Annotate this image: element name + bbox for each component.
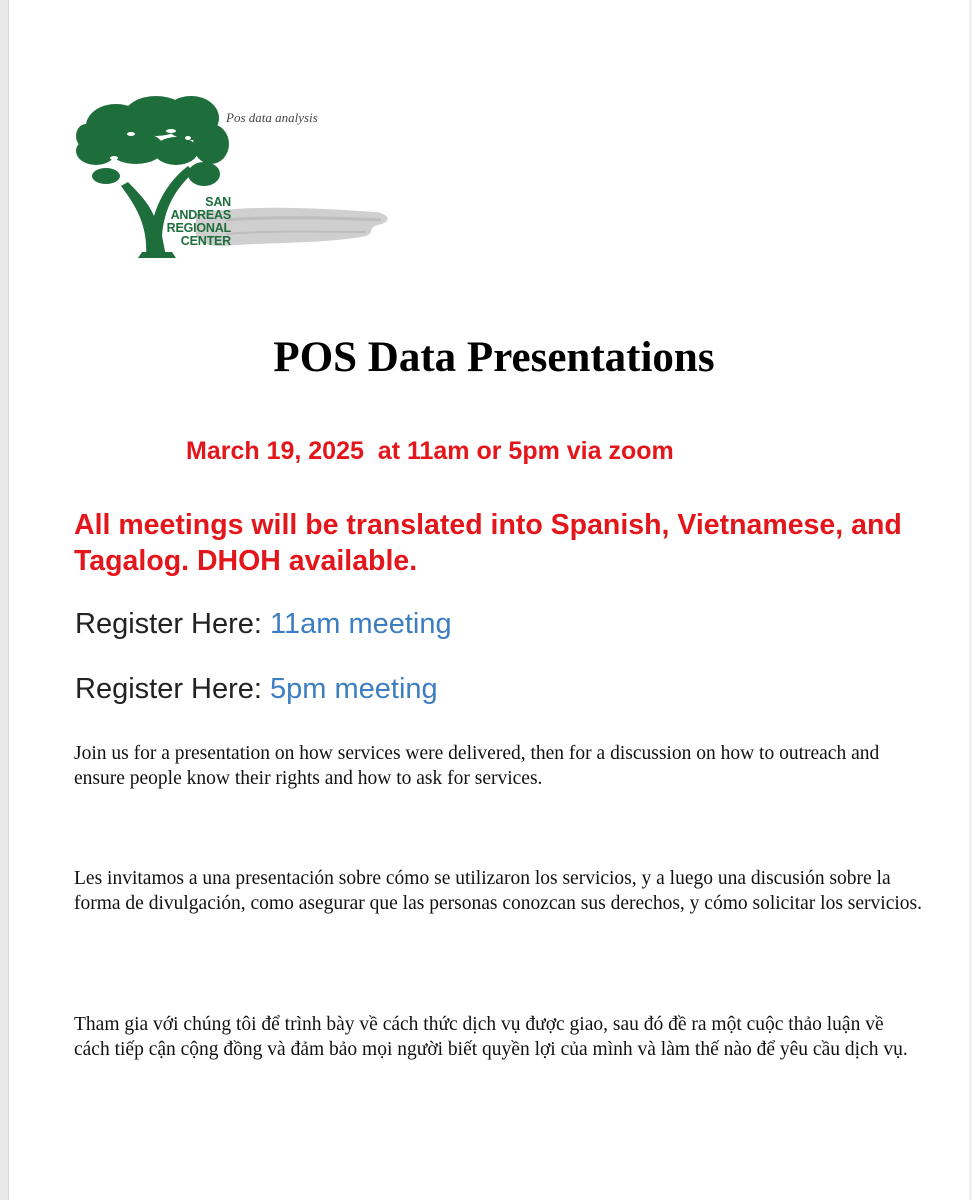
logo-name-line: ANDREAS [170, 208, 231, 222]
logo-name-line: CENTER [180, 234, 231, 248]
logo-tagline: Pos data analysis [226, 110, 318, 125]
translation-notice: All meetings will be translated into Spanish, Vietnamese, and Tagalog. DHOH available. [74, 509, 902, 577]
event-date-line: March 19, 2025 at 11am or 5pm via zoom [186, 437, 674, 465]
english-description: Join us for a presentation on how services were delivered, then for a discussion on how to outreach and ensure people know their rights and how to ask for services. [74, 743, 880, 789]
page-edge [0, 0, 9, 1200]
register-link-5pm[interactable]: 5pm meeting [270, 673, 438, 705]
register-line-11am [75, 608, 452, 641]
logo-organization-name [165, 196, 231, 248]
logo-name-line: SAN [205, 195, 231, 209]
logo-name-line: REGIONAL [166, 221, 231, 235]
register-label: Register Here: [75, 608, 271, 640]
register-link-11am[interactable]: 11am meeting [270, 608, 452, 640]
page-title: POS Data Presentations [273, 334, 715, 381]
register-label: Register Here: [75, 673, 271, 705]
vietnamese-description: Tham gia với chúng tôi để trình bày về cách thức dịch vụ được giao, sau đó đề ra một cuộc thảo luận về cách tiếp cận cộng đồng và đảm bảo mọi người biết quyền lợi của mình và làm thế nào để yêu cầu dịch vụ. [74, 1014, 908, 1060]
register-line-5pm [75, 673, 438, 706]
spanish-description: Les invitamos a una presentación sobre cómo se utilizaron los servicios, y a luego una discusión sobre la forma de divulgación, como asegurar que las personas conozcan sus derechos, y cómo solicitar los servicios. [74, 868, 922, 914]
